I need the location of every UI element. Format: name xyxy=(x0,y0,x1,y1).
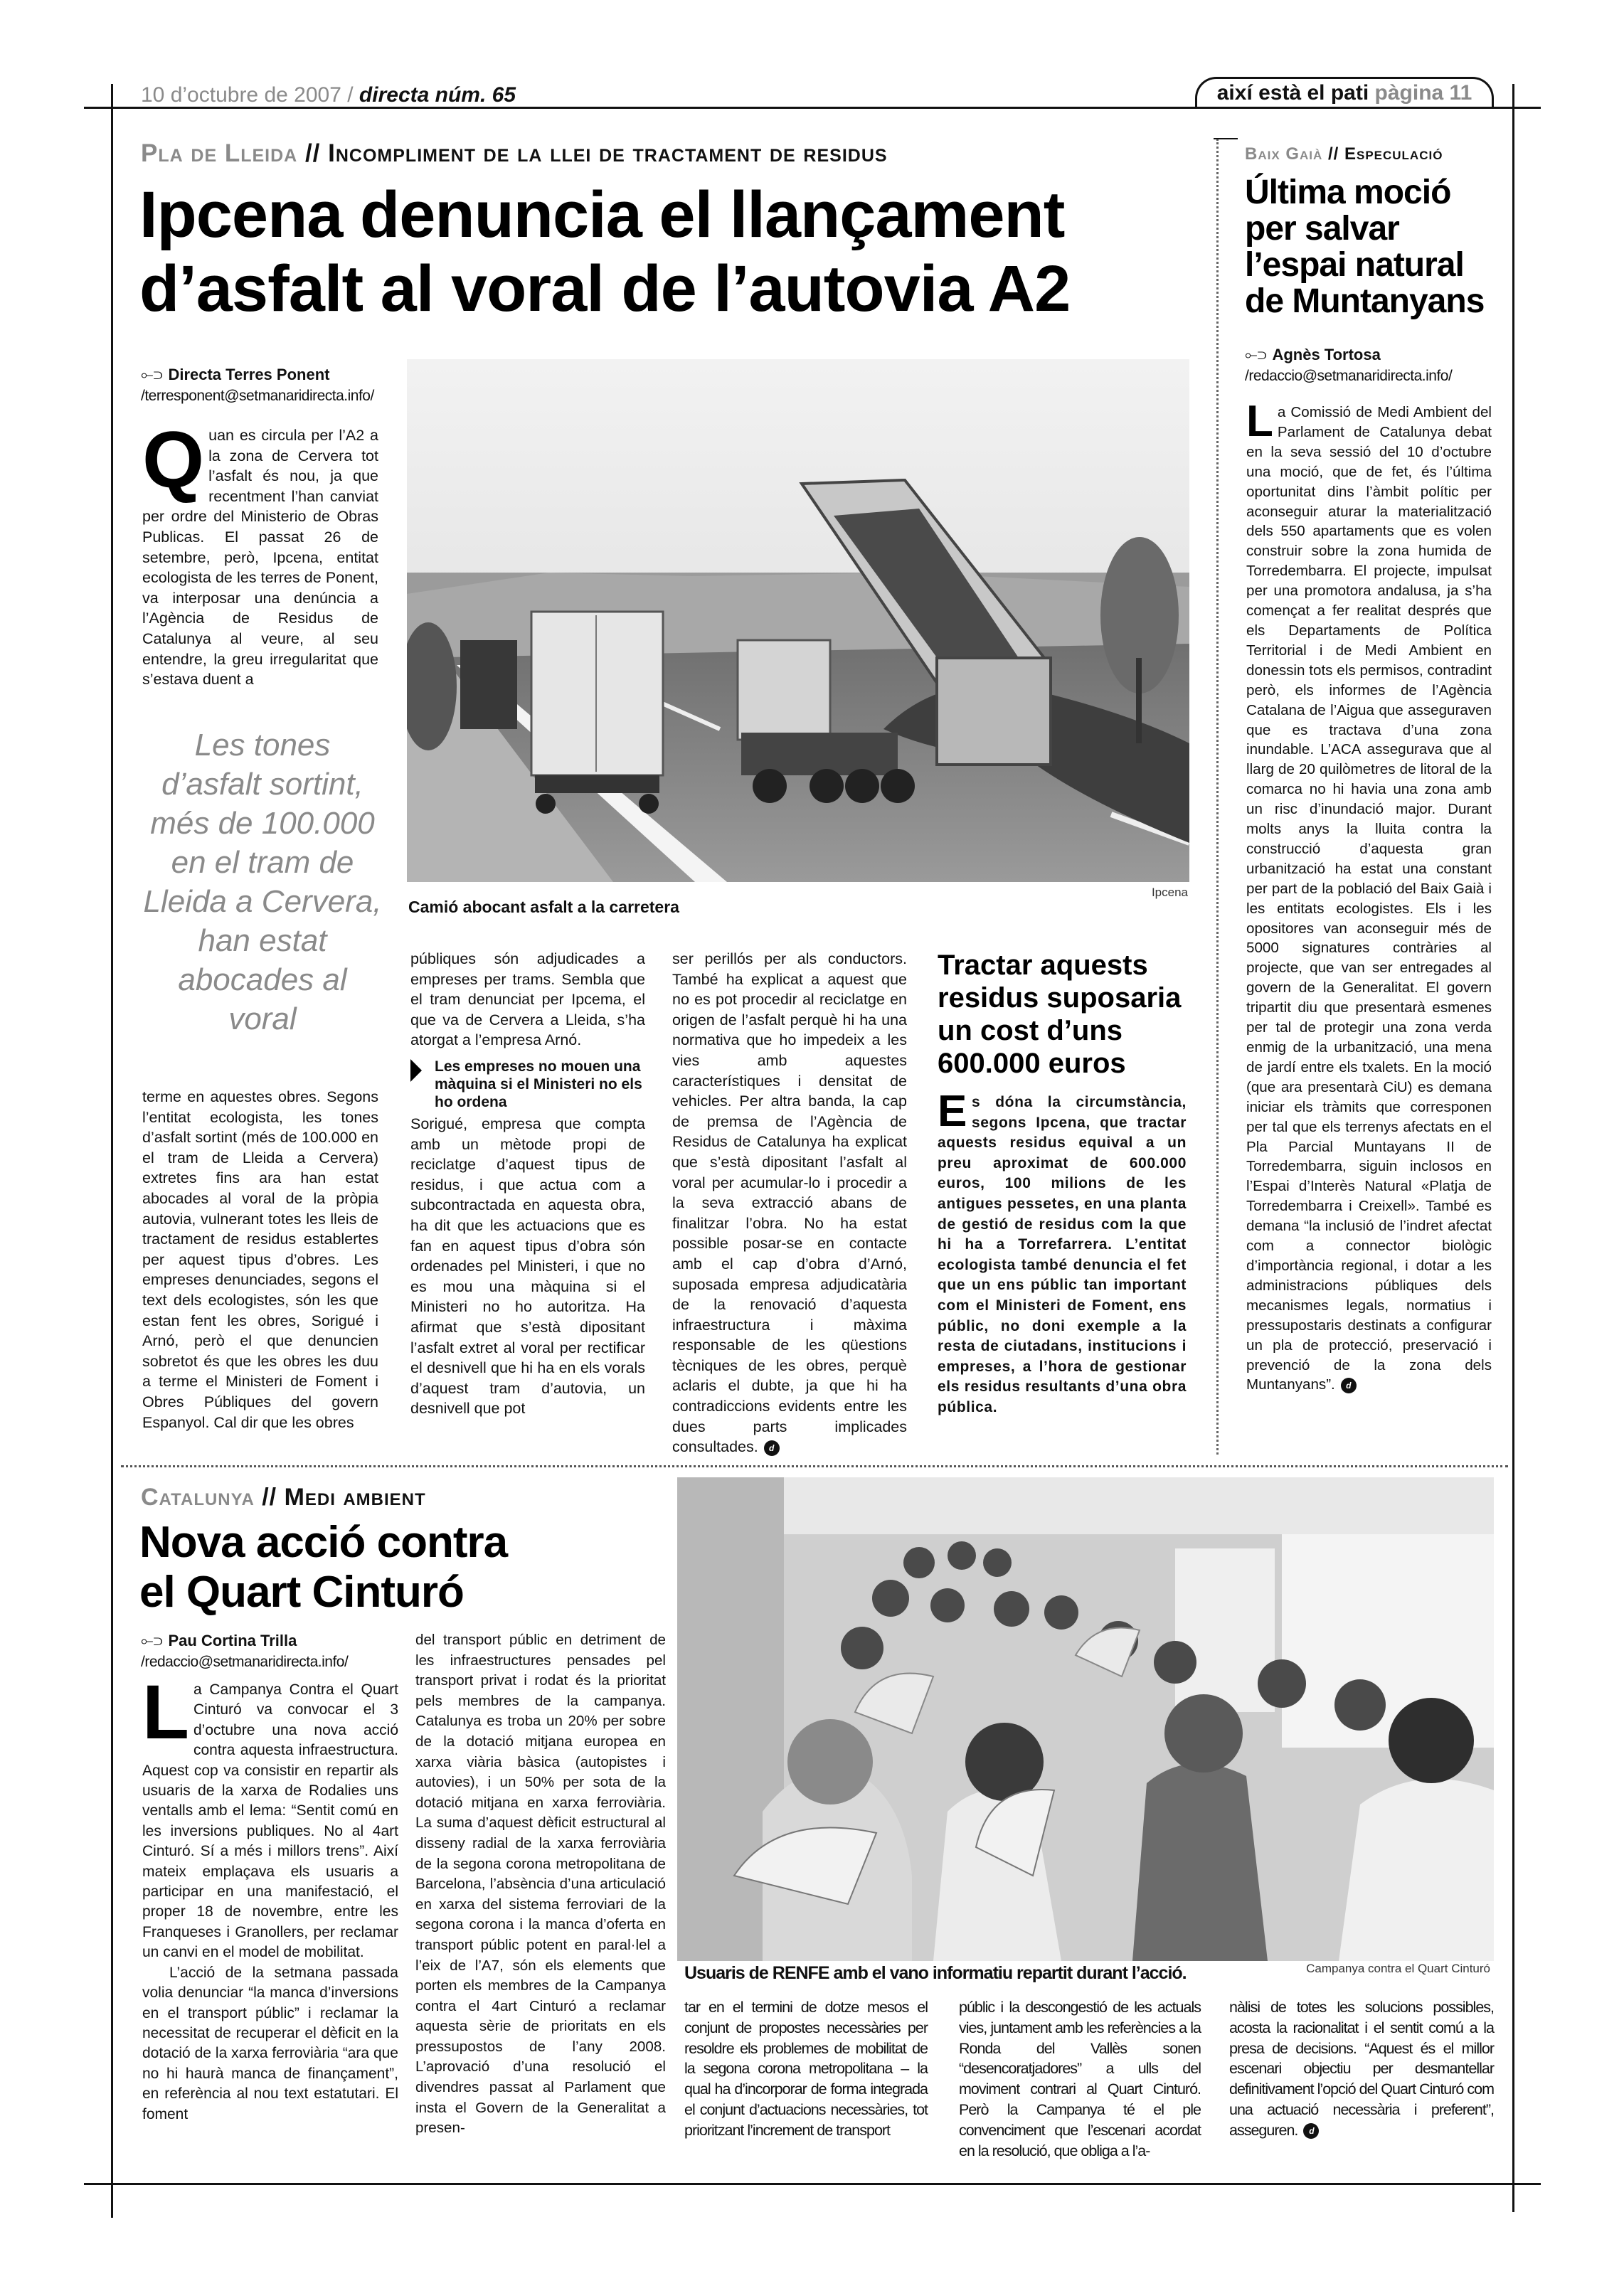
headline-line-1: Nova acció contra xyxy=(139,1518,508,1567)
truck-photo xyxy=(407,359,1189,882)
crop-mark-top-right-vertical xyxy=(1512,84,1514,2212)
bottom-article-col1 xyxy=(142,1669,398,2125)
main-article-headline xyxy=(139,178,1206,326)
subheading xyxy=(410,1058,645,1111)
headline-line-2: el Quart Cinturó xyxy=(139,1568,464,1617)
author-name: Pau Cortina Trilla xyxy=(168,1632,297,1649)
separator-tick xyxy=(1214,138,1238,139)
main-article-col3 xyxy=(672,949,907,1457)
masthead-date xyxy=(141,83,516,107)
kicker-slash: // xyxy=(254,1484,285,1511)
footer-rule xyxy=(84,2183,1541,2185)
right-article-body xyxy=(1246,397,1492,1395)
main-article-col1-top xyxy=(142,415,378,690)
kicker-slash: // xyxy=(1322,144,1344,164)
directa-end-logo-icon: d xyxy=(1303,2123,1319,2139)
publication-name: directa núm. 65 xyxy=(359,83,516,107)
dropcap-letter: L xyxy=(1246,397,1273,446)
page-number: pàgina 11 xyxy=(1374,81,1472,105)
sidebar-headline: Tractar aquests residus suposaria un cost d’uns 600.000 euros xyxy=(938,950,1182,1079)
bottom-article-kicker xyxy=(141,1484,426,1511)
issue-date: 10 d’octubre de 2007 xyxy=(141,83,341,107)
kicker-topic: Medi ambient xyxy=(284,1484,426,1511)
body-paragraph: a Comissió de Medi Ambient del Parlament de Catalunya debat en la seva sessió del 10 d’octubre una moció, que de fet, és l’última oportunitat dins l’àmbit polític per aconseguir aturar la materialització dels 550 apartaments que es volen construir sobre la zona humida de Torredembarra. El projecte, impulsat per una promotora andalusa, ja s’ha començat a fer realitat després que els Departaments de Política Territorial i de Medi Ambient en donessin tots els permisos, contradint però, els informes de l’Agència Catalana de l’Aigua que asseguraven que es tractava d’una zona inundable. L’ACA assegurava que al llarg de 20 quilòmetres de litoral de la comarca no hi havia una zona amb un risc d’inundació major. Durant molts anys la lluita contra la construcció d’aquesta gran urbanització ha estat una constant per part de la població del Baix Gaià i les entitats ecologistes. Els i les opositores van aconseguir més de 5000 signatures contràries al projecte, que van ser entregades al govern de la Generalitat. El govern tripartit diu que presentarà esmenes per tal de protegir una zona verda enmig de la urbanització, una mena de jardí entre els txalets. En la moció (que ara presentarà CiU) es demana iniciar els tràmits que corresponen per tal que els terrenys afectats en el Pla Parcial Muntayans II de Torredembarra, siguin inclosos en l’Espai d’Interès Natural «Platja de Torredembarra i Creixell». També es demana “la inclusió de l’indret afectat com a connector biològic d’importància regional, i dotar a les administracions públiques dels mecanismes legals, normatius i pressupostaris destinats a configurar un pla de protecció, preservació i prevenció de la zona dels Muntanyans”. xyxy=(1246,404,1492,1393)
train-passengers-image xyxy=(677,1477,1494,1961)
main-article-byline xyxy=(141,364,390,407)
body-paragraph: La Campanya Contra el Quart Cinturó va convocar el 3 d’octubre una nova acció contra aquesta infraestructura. Aquest cop va consistir en repartir als usuaris de la xarxa de Rodalies uns ventalls amb el lema: “Sentit comú en les inversions publiques. No al 4art Cinturó. Sí a més i millors trens”. Així mateix emplaçava els usuaris a participar en una manifestació, el proper 18 de novembre, entre les Franqueses i Granollers, per reclamar un canvi en el model de mobilitat. xyxy=(142,1669,398,1961)
body-paragraph: públiques són adjudicades a empreses per trams. Sembla que el tram denunciat per Ipcema, el que va de Cervera a Lleida, s’ha atorgat a l’empresa Arnó. xyxy=(410,950,645,1049)
kicker-slash: // xyxy=(297,139,329,167)
train-photo-caption: Usuaris de RENFE amb el vano informatiu repartit durant l’acció. xyxy=(684,1963,1187,1983)
main-article-col1-bottom: terme en aquestes obres. Segons l’entitat ecologista, les tones d’asfalt sortint (més de 100.000 en el tram de Lleida a Cervera) extretes fins ara han estat abocades al voral de la pròpia autovia, vulnerant totes les lleis de tractament de residus establertes per aquest tipus d’obres. Les empreses denunciades, segons el text dels ecologistes, són les que estan fent les obres, Sorigué i Arnó, però el que denuncien sobretot és que les obres les duu a terme el Ministeri de Foment i Obres Públiques del govern Espanyol. Cal dir que les obres xyxy=(142,1088,378,1431)
kicker-region: Catalunya xyxy=(141,1484,255,1511)
bottom-article-headline xyxy=(139,1518,637,1617)
kicker-topic: Especulació xyxy=(1344,144,1443,164)
body-paragraph: L’acció de la setmana passada volia denunciar “la manca d’inversions en el transport públic” i reclamar la necessitat de recuperar el dèficit en la dotació de la xarxa ferroviària “ara que no hi haurà manca de finançament”, en referència al nou text estatutari. El foment xyxy=(142,1964,398,2122)
masthead-separator: / xyxy=(341,83,359,107)
body-paragraph: Sorigué, empresa que compta amb un mètode propi de reciclatge d’aquest tipus de residus, i que actua com a subcontractada en aquesta obra, ha dit que les actuacions que es fan en aquest tipus d’obra són ordenades pel Ministeri, i que no es mou una màquina si el Ministeri no ho autoritza. Ha afirmat que s’està dipositant l’asfalt extret al voral per rectificar el desnivell que hi ha en els vorals d’aquest tram d’autovia, un desnivell que pot xyxy=(410,1115,645,1418)
author-email: /terresponent@setmanaridirecta.info/ xyxy=(141,388,374,404)
section-name: així està el pati xyxy=(1216,81,1369,105)
subhead-arrow-icon xyxy=(410,1059,422,1082)
author-email: /redaccio@setmanaridirecta.info/ xyxy=(141,1654,349,1670)
kicker-region: Pla de Lleida xyxy=(141,139,298,167)
right-article-kicker xyxy=(1245,144,1443,164)
sidebar-box xyxy=(938,949,1187,1418)
body-paragraph: ser perillós per als conductors. També ha explicat a aquest que no es pot procedir al reciclatge en origen de l’asfalt perquè hi ha una normativa que ho impedeix a les vies amb aquestes característiques i densitat de vehicles. Per altra banda, la cap de premsa de l’Agència de Residus de Catalunya ha explicat que s’està dipositant l’asfalt al voral per acumular-lo i procedir a la seva extracció abans de finalitzar l’obra. No ha estat possible posar-se en contacte amb el cap d’obra d’Arnó, suposada empresa adjudicatària de la renovació d’aquesta infraestructura i màxima responsable de les qüestions tècniques de les obres, perquè aclaris el dubte, ja que hi ha contradiccions evidents entre les dues parts implicades consultades. xyxy=(672,950,907,1456)
author-name: Agnès Tortosa xyxy=(1272,346,1381,363)
bottom-article-col5 xyxy=(1229,1997,1494,2141)
right-article-headline: Última moció per salvar l’espai natural de Muntanyans xyxy=(1245,174,1485,320)
body-paragraph: uan es circula per l’A2 a la zona de Cervera tot l’asfalt és nou, ja que recentment l’han canviat per ordre del Ministerio de Obras Publicas. El passat 26 de setembre, però, Ipcena, entitat ecologista de les terres de Ponent, va interposar una denúncia a l’Agència de Residus de Catalunya al veure, al seu entendre, la greu irregularitat que s’estava duent a xyxy=(142,427,378,689)
directa-end-logo-icon: d xyxy=(764,1440,780,1456)
dropcap-letter: Q xyxy=(142,415,205,504)
section-tab xyxy=(1195,77,1494,108)
dropcap-letter: L xyxy=(142,1669,189,1755)
truck-dumping-asphalt-image xyxy=(407,359,1189,882)
directa-end-logo-icon: d xyxy=(1341,1378,1357,1393)
sidebar-text xyxy=(938,1087,1187,1418)
byline-pointer-icon: ⟜⊃ xyxy=(141,366,163,383)
sidebar-paragraph: s dóna la circumstància, segons Ipcena, que tractar aquests residus equival a un preu aproximat de 600.000 euros, 100 milions de les antigues pessetes, en una planta de gestió de residus com la que hi ha a Torrefarrera. L’entitat ecologista també denuncia el fet que un ens públic tan important com el Ministeri de Foment, ens públic, no doni exemple a la resta de ciutadans, institucions i empreses, a l’hora de gestionar els residus resultants d’una obra pública. xyxy=(938,1094,1187,1415)
pull-quote: Les tones d’asfalt sortint, més de 100.000 en el tram de Lleida a Cervera, han estat abocades al voral xyxy=(143,728,382,1036)
byline-pointer-icon: ⟜⊃ xyxy=(1245,346,1267,363)
body-paragraph: nàlisi de totes les solucions possibles, acosta la racionalitat i el sentit comú a la presa de decisions. “Aquest és el millor escenari objectiu per desmantellar definitivament l’opció del Quart Cinturó com una actuació necessària i preferent”, asseguren. xyxy=(1229,1999,1494,2139)
main-article-kicker xyxy=(141,139,888,168)
bottom-article-col3: tar en el termini de dotze mesos el conjunt de propostes necessàries per resoldre els problemes de mobilitat de la segona corona metropolitana – la qual ha d’incorporar de forma integrada el conjunt d’actuacions necessàries, tot prioritzant l’increment de transport xyxy=(684,1999,928,2139)
headline-line-1: Ipcena denuncia el llançament xyxy=(139,179,1065,251)
train-photo-credit: Campanya contra el Quart Cinturó xyxy=(1306,1962,1490,1975)
headline-line-2: d’asfalt al voral de l’autovia A2 xyxy=(139,253,1071,325)
truck-photo-caption: Camió abocant asfalt a la carretera xyxy=(408,898,679,916)
section-separator xyxy=(121,1465,1508,1467)
train-photo xyxy=(677,1477,1494,1961)
bottom-article-col2: del transport públic en detriment de les infraestructures pensades pel transport privat i rodat és la prioritat pels membres de la campanya. Catalunya es troba un 20% per sobre de la dotació mitjana europea en xarxa viària bàsica (autopistes i autovies), i un 50% per sota de la dotació mitjana en xarxa ferroviària. La suma d’aquest dèficit estructural al disseny radial de la xarxa ferroviària de la segona corona metropolitana de Barcelona, l’absència d’una articulació en xarxa del sistema ferroviari de la segona corona i la manca d’oferta en transport públic potent en paral·lel a l’eix de l’A7, són els elements que porten els membres de la Campanya contra el 4art Cinturó a reclamar aquesta sèrie de prioritats en els pressupostos de l’any 2008. L’aprovació d’una resolució el divendres passat al Parlament que insta el Govern de la Generalitat a presen- xyxy=(415,1632,666,2137)
subheading-text: Les empreses no mouen una màquina si el Ministeri no els ho ordena xyxy=(435,1058,642,1110)
author-name: Directa Terres Ponent xyxy=(168,366,330,383)
column-separator xyxy=(1216,139,1219,1455)
author-email: /redaccio@setmanaridirecta.info/ xyxy=(1245,368,1453,384)
dropcap-letter: E xyxy=(938,1087,967,1136)
right-article-byline xyxy=(1245,344,1501,387)
byline-pointer-icon: ⟜⊃ xyxy=(141,1632,163,1649)
kicker-topic: Incompliment de la llei de tractament de residus xyxy=(328,139,888,167)
bottom-article-byline xyxy=(141,1630,397,1673)
truck-photo-credit: Ipcena xyxy=(1151,886,1188,899)
kicker-region: Baix Gaià xyxy=(1245,144,1323,164)
crop-mark-top-left-vertical xyxy=(111,84,113,2218)
bottom-article-col4: públic i la descongestió de les actuals vies, juntament amb les referències a la Ronda del Vallès sonen “desencoratjadores” a ulls del moviment contrari al Quart Cinturó. Però la Campanya té el ple convenciment que l’escenari acordat en la resolució, que obliga a l’a- xyxy=(959,1999,1201,2159)
main-article-col2 xyxy=(410,949,645,1419)
